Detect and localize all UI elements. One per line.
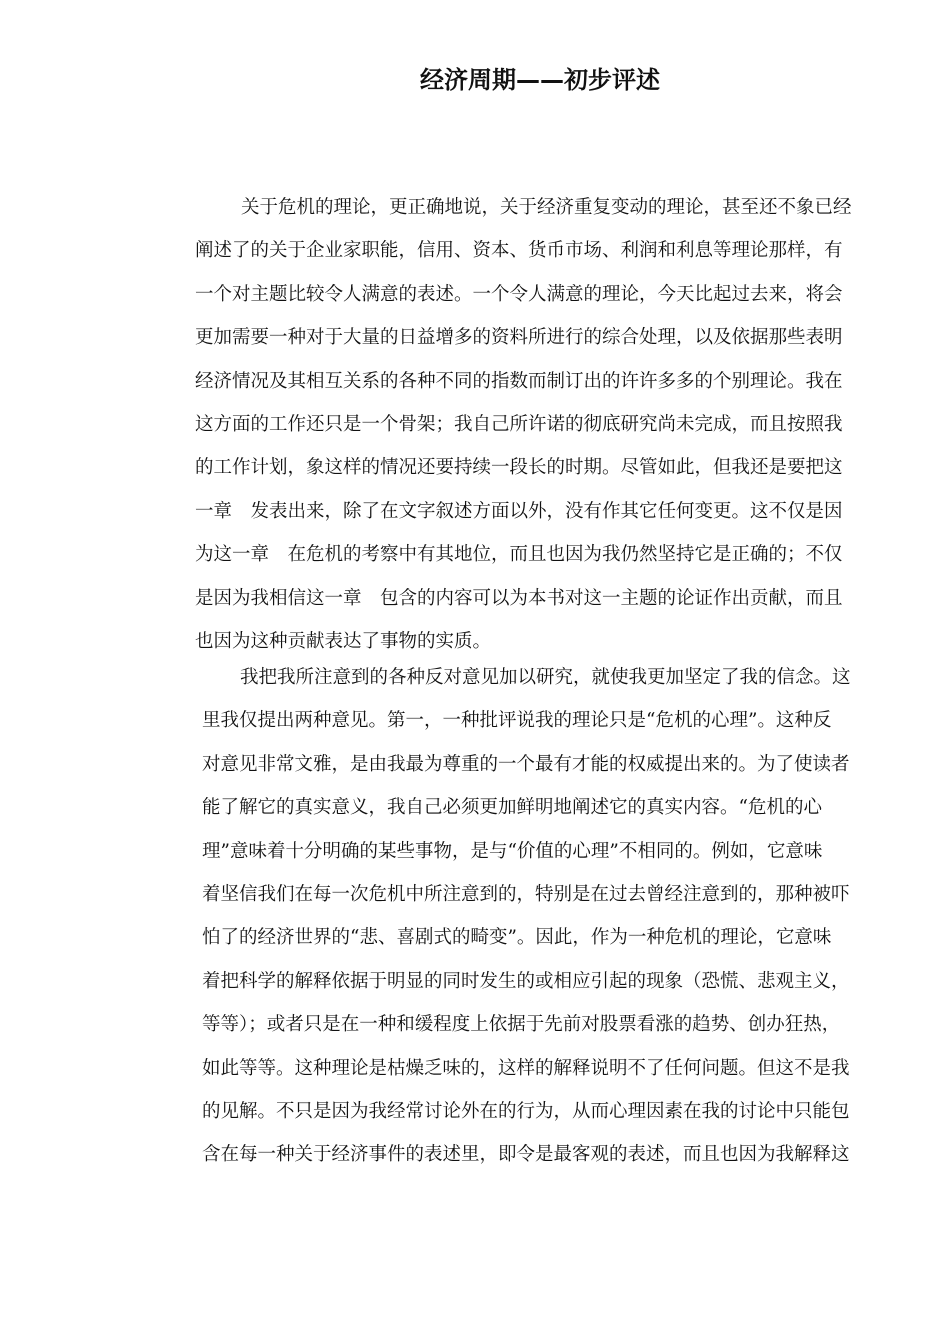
text-line: 如此等等。这种理论是枯燥乏味的，这样的解释说明不了任何问题。但这不是我 — [202, 1057, 850, 1079]
text-line: 更加需要一种对于大量的日益增多的资料所进行的综合处理，以及依据那些表明 — [195, 327, 843, 349]
text-line: 等等）；或者只是在一种和缓程度上依据于先前对股票看涨的趋势、创办狂热， — [202, 1014, 841, 1036]
text-line: 的见解。不只是因为我经常讨论外在的行为，从而心理因素在我的讨论中只能包 — [202, 1101, 850, 1123]
text-line: 这方面的工作还只是一个骨架；我自己所许诺的彻底研究尚未完成，而且按照我 — [195, 414, 843, 436]
text-line: 阐述了的关于企业家职能，信用、资本、货币市场、利润和利息等理论那样，有 — [195, 240, 843, 262]
body-paragraph — [195, 186, 852, 663]
text-line: 一章 发表出来，除了在文字叙述方面以外，没有作其它任何变更。这不仅是因 — [195, 500, 843, 522]
body-paragraph — [202, 656, 851, 1177]
text-line: 关于危机的理论，更正确地说，关于经济重复变动的理论，甚至还不象已经 — [241, 197, 852, 218]
text-line: 的工作计划，象这样的情况还要持续一段长的时期。尽管如此，但我还是要把这 — [195, 457, 843, 479]
text-line: 是因为我相信这一章 包含的内容可以为本书对这一主题的论证作出贡献，而且 — [195, 587, 843, 609]
document-title: 经济周期——初步评述 — [420, 66, 660, 94]
text-line: 对意见非常文雅，是由我最为尊重的一个最有才能的权威提出来的。为了使读者 — [202, 753, 850, 775]
text-line: 着坚信我们在每一次危机中所注意到的，特别是在过去曾经注意到的，那种被吓 — [202, 884, 850, 906]
text-line: 一个对主题比较令人满意的表述。一个令人满意的理论，今天比起过去来，将会 — [195, 283, 843, 305]
text-line: 也因为这种贡献表达了事物的实质。 — [195, 631, 492, 653]
text-line: 为这一章 在危机的考察中有其地位，而且也因为我仍然坚持它是正确的；不仅 — [195, 544, 843, 566]
text-line: 怕了的经济世界的“悲、喜剧式的畸变”。因此，作为一种危机的理论，它意味 — [202, 927, 832, 949]
text-line: 能了解它的真实意义，我自己必须更加鲜明地阐述它的真实内容。“危机的心 — [202, 797, 822, 819]
text-line: 理”意味着十分明确的某些事物，是与“价值的心理”不相同的。例如，它意味 — [202, 840, 823, 862]
text-line: 里我仅提出两种意见。第一，一种批评说我的理论只是“危机的心理”。这种反 — [202, 710, 832, 732]
text-line: 着把科学的解释依据于明显的同时发生的或相应引起的现象（恐慌、悲观主义， — [202, 970, 850, 992]
text-line: 经济情况及其相互关系的各种不同的指数而制订出的许许多多的个别理论。我在 — [195, 370, 843, 392]
text-line: 含在每一种关于经济事件的表述里，即令是最客观的表述，而且也因为我解释这 — [202, 1144, 850, 1166]
text-line: 我把我所注意到的各种反对意见加以研究，就使我更加坚定了我的信念。这 — [240, 667, 851, 688]
